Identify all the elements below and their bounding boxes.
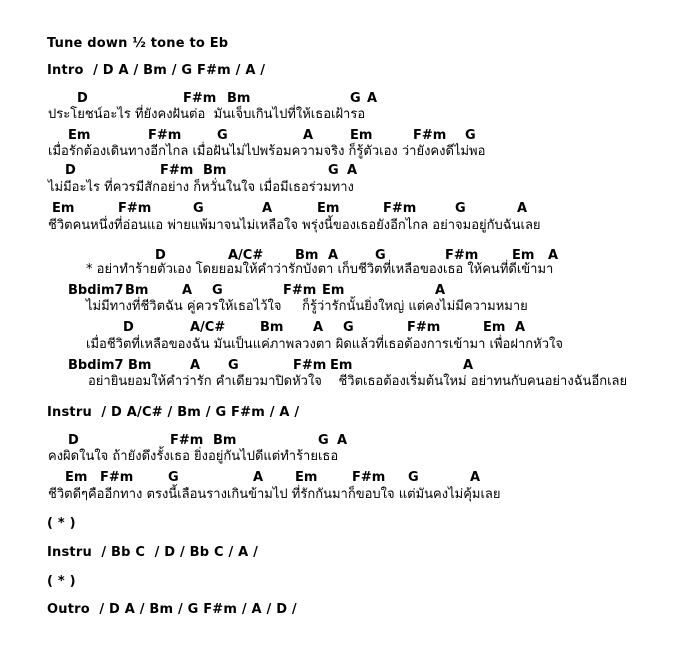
chord: F#m [283,283,317,298]
chord: D [68,433,79,448]
chord: Em [65,470,88,485]
chord: Em [350,128,373,143]
chord-line-3 [0,162,674,179]
chord: Bm [213,433,237,448]
chord: Bbdim7 [68,283,124,298]
chord-line-4 [0,200,674,217]
chord: F#m [413,128,447,143]
chord-line-1 [0,90,674,107]
chord: G [228,358,239,373]
chord: Em [295,470,318,485]
chord: G [168,470,179,485]
chord: G [455,201,466,216]
chord: Bm [125,283,149,298]
lyric-line-10: ชีวิตดีๆคืออีกทาง ตรงนี้เลือนรางเกินข้ามไป ที่รักกันมาก็ขอบใจ แต่มันคงไม่คุ้มเลย [48,487,501,502]
chord: G [328,163,339,178]
chord: G [217,128,228,143]
chord: A [337,433,348,448]
chord: G [212,283,223,298]
lyric-line-7: เมื่อชีวิตที่เหลือของฉัน มันเป็นแค่ภาพลวงตา ผิดแล้วที่เธอต้องการเข้ามา เพื่อฝากหัวใจ [86,337,563,352]
section-outro: Outro / D A / Bm / G F#m / A / D / [47,602,297,617]
chord: F#m [383,201,417,216]
chord: A [517,201,528,216]
section-instru-2: Instru / Bb C / D / Bb C / A / [47,545,259,560]
chord: F#m [445,248,479,263]
lyric-line-9: คงผิดในใจ ถ้ายังดึงรั้งเธอ ยิ่งอยู่กันไปดีแต่ทำร้ายเธอ [48,449,339,464]
chord: A [347,163,358,178]
chord: G [465,128,476,143]
chord-line-6 [0,282,674,299]
chord: A [328,248,339,263]
section-intro: Intro / D A / Bm / G F#m / A / [47,63,266,78]
chord: A [313,320,324,335]
lyric-line-4: ชีวิตคนหนึ่งที่อ่อนแอ พ่ายแพ้มาจนไม่เหลือใจ พรุ่งนี้ของเธอยังอีกไกล อย่าจมอยู่กับฉันเลย [48,218,541,233]
chord: Em [52,201,75,216]
chord: A [253,470,264,485]
chord-line-8 [0,357,674,374]
chord: D [77,91,88,106]
chord: Em [330,358,353,373]
chord: A [515,320,526,335]
chord: A/C# [228,248,264,263]
chord: Bm [128,358,152,373]
chord: A [463,358,474,373]
chord: D [65,163,76,178]
chord-line-9 [0,432,674,449]
chord: Em [512,248,535,263]
repeat-mark-1: ( * ) [47,516,76,531]
chord: Em [322,283,345,298]
chord: F#m [118,201,152,216]
chord: A [182,283,193,298]
chord: Bbdim7 [68,358,124,373]
chord: Bm [260,320,284,335]
tuning-note: Tune down ½ tone to Eb [47,36,229,51]
chord-line-7 [0,319,674,336]
chord: A [190,358,201,373]
chord: G [343,320,354,335]
chord: G [375,248,386,263]
chord: D [155,248,166,263]
repeat-mark-2: ( * ) [47,574,76,589]
chord: G [408,470,419,485]
lyric-line-6: ไม่มีทางที่ชีวิตฉัน คู่ควรให้เธอไว้ใจ ก็รู้ว่ารักนั้นยิ่งใหญ่ แต่คงไม่มีความหมาย [86,299,528,314]
chord: G [193,201,204,216]
lyric-line-3: ไม่มีอะไร ที่ควรมีสักอย่าง ก็หวั่นในใจ เมื่อมีเธอร่วมทาง [48,180,354,195]
chord: F#m [407,320,441,335]
chord: F#m [148,128,182,143]
chord: G [350,91,361,106]
chord: A [548,248,559,263]
chord: A [470,470,481,485]
chord: F#m [293,358,327,373]
chord: Em [317,201,340,216]
chord: A [303,128,314,143]
lyric-line-8: อย่ายินยอมให้คำว่ารัก คำเดียวมาปิดหัวใจ ชีวิตเธอต้องเริ่มต้นใหม่ อย่าทนกับคนอย่างฉันอีกเลย [88,374,628,389]
chord: Bm [295,248,319,263]
chord: F#m [183,91,217,106]
chord: F#m [352,470,386,485]
chord-line-2 [0,127,674,144]
lyric-line-2: เมื่อรักต้องเดินทางอีกไกล เมื่อฝันไม่ไปพร้อมความจริง ก็รู้ตัวเอง ว่ายังคงดีไม่พอ [48,144,486,159]
chord: A [367,91,378,106]
chord: Em [68,128,91,143]
chord: A [435,283,446,298]
chord: F#m [100,470,134,485]
chord: Bm [227,91,251,106]
chord: F#m [170,433,204,448]
chord: A/C# [190,320,226,335]
chord: G [318,433,329,448]
chord: F#m [160,163,194,178]
chord-line-10 [0,469,674,486]
chord: D [123,320,134,335]
chord: A [262,201,273,216]
chord: Bm [203,163,227,178]
lyric-line-1: ประโยชน์อะไร ที่ยังคงฝันต่อ มันเจ็บเกินไปที่ให้เธอเฝ้ารอ [48,107,366,122]
lyric-line-5: * อย่าทำร้ายตัวเอง โดยยอมให้คำว่ารักบังตา เก็บชีวิตที่เหลือของเธอ ให้คนที่ดีเข้ามา [86,262,554,277]
section-instru-1: Instru / D A/C# / Bm / G F#m / A / [47,405,300,420]
chord: Em [483,320,506,335]
